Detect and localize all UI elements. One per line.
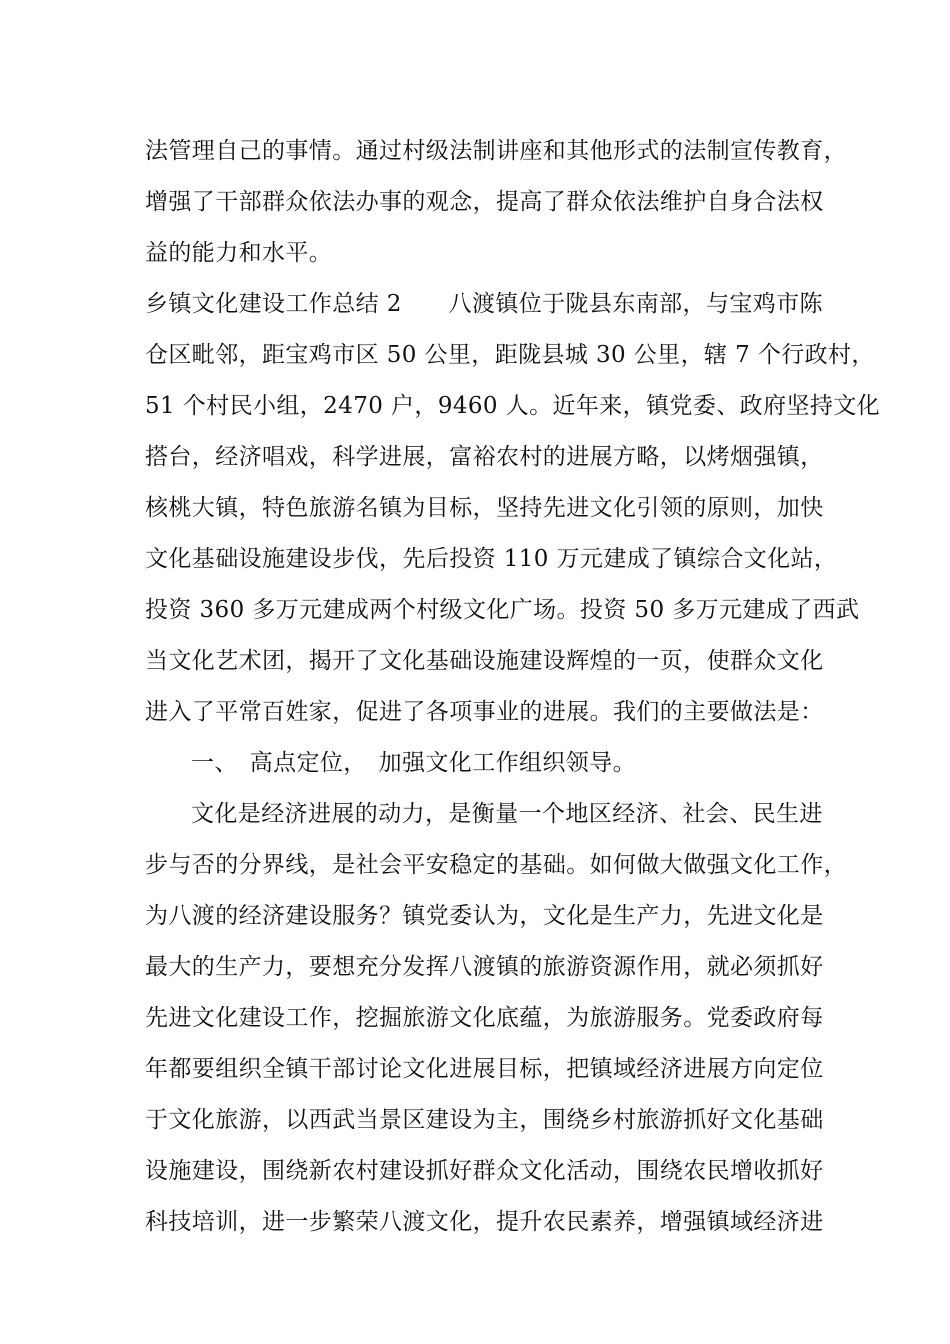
text-line: 设施建设，围绕新农村建设抓好群众文化活动，围绕农民增收抓好 [145, 1158, 824, 1184]
text-line: 为八渡的经济建设服务？镇党委认为，文化是生产力，先进文化是 [145, 903, 824, 929]
text-line: 法管理自己的事情。通过村级法制讲座和其他形式的法制宣传教育， [145, 138, 847, 164]
text-line: 搭台，经济唱戏，科学进展，富裕农村的进展方略，以烤烟强镇， [145, 444, 824, 470]
text-line: 先进文化建设工作，挖掘旅游文化底蕴，为旅游服务。党委政府每 [145, 1005, 824, 1031]
text-line: 核桃大镇，特色旅游名镇为目标，坚持先进文化引领的原则，加快 [145, 495, 824, 521]
text-line: 文化基础设施建设步伐，先后投资 110 万元建成了镇综合文化站， [145, 546, 838, 572]
text-line: 益的能力和水平。 [145, 240, 333, 266]
text-line: 增强了干部群众依法办事的观念，提高了群众依法维护自身合法权 [145, 189, 824, 215]
text-line: 仓区毗邻，距宝鸡市区 50 公里，距陇县城 30 公里，辖 7 个行政村， [145, 342, 875, 368]
text-line: 科技培训，进一步繁荣八渡文化，提升农民素养，增强镇域经济进 [145, 1209, 824, 1235]
text-line: 51 个村民小组，2470 户，9460 人。近年来，镇党委、政府坚持文化 [145, 393, 881, 419]
text-line: 于文化旅游，以西武当景区建设为主，围绕乡村旅游抓好文化基础 [145, 1107, 824, 1133]
text-line: 当文化艺术团，揭开了文化基础设施建设辉煌的一页，使群众文化 [145, 648, 824, 674]
paragraph-first-line: 文化是经济进展的动力，是衡量一个地区经济、社会、民生进 [191, 801, 823, 827]
section-title-line: 乡镇文化建设工作总结 2 八渡镇位于陇县东南部，与宝鸡市陈 [145, 291, 823, 317]
text-line: 最大的生产力，要想充分发挥八渡镇的旅游资源作用，就必须抓好 [145, 954, 824, 980]
text-line: 投资 360 多万元建成两个村级文化广场。投资 50 多万元建成了西武 [145, 597, 860, 623]
text-line: 步与否的分界线，是社会平安稳定的基础。如何做大做强文化工作， [145, 852, 847, 878]
text-line: 年都要组织全镇干部讨论文化进展目标，把镇域经济进展方向定位 [145, 1056, 824, 1082]
subheading-line: 一、 高点定位， 加强文化工作组织领导。 [191, 750, 636, 776]
text-line: 进入了平常百姓家，促进了各项事业的进展。我们的主要做法是： [145, 699, 824, 725]
